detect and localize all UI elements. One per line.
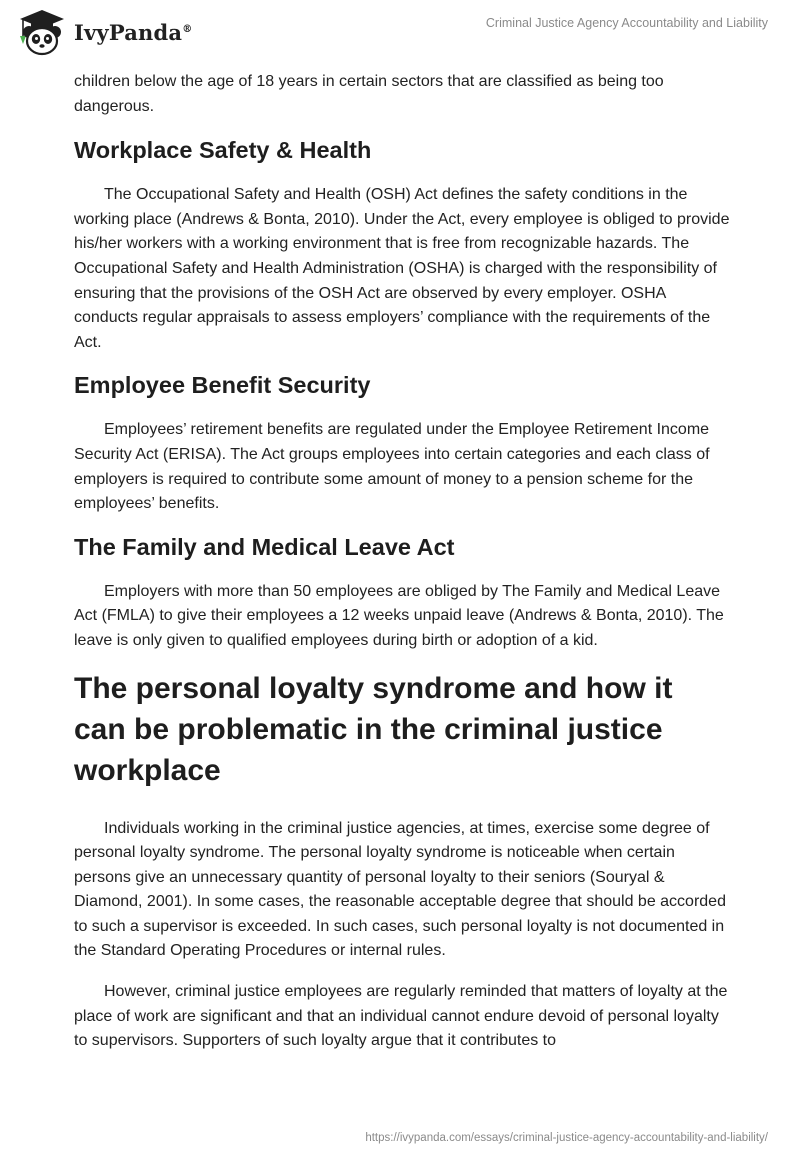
section-paragraph: Employees’ retirement benefits are regulated under the Employee Retirement Income Security Act (ERISA). The Act groups employees into certain categories and each class of employers is required to contribute some amount of money to a pension scheme for the employees’ benefits. bbox=[74, 421, 710, 513]
ivypanda-logo[interactable] bbox=[16, 8, 192, 56]
body-paragraph: However, criminal justice employees are regularly reminded that matters of loyalty at the place of work are significant and that an individual cannot endure devoid of personal loyalty to supervisors. Supporters of such loyalty argue that it contributes to bbox=[74, 983, 728, 1050]
section-heading: The Family and Medical Leave Act bbox=[74, 533, 455, 560]
essay-content bbox=[74, 70, 730, 1054]
source-url[interactable]: https://ivypanda.com/essays/criminal-justice-agency-accountability-and-liability/ bbox=[365, 1132, 768, 1144]
panda-logo-icon bbox=[16, 8, 68, 56]
section-paragraph: The Occupational Safety and Health (OSH) Act defines the safety conditions in the working place (Andrews & Bonta, 2010). Under the Act, every employee is obliged to provide his/her workers with a working environment that is free from recognizable hazards. The Occupational Safety and Health Administration (OSHA) is charged with the responsibility of ensuring that the provisions of the OSH Act are observed by every employer. OSHA conducts regular appraisals to assess employers’ compliance with the requirements of the Act. bbox=[74, 186, 730, 351]
section-paragraph: Employers with more than 50 employees are obliged by The Family and Medical Leave Act (FMLA) to give their employees a 12 weeks unpaid leave (Andrews & Bonta, 2010). The leave is only given to qualified employees during birth or adoption of a kid. bbox=[74, 582, 724, 649]
brand-name: IvyPanda® bbox=[74, 19, 193, 45]
section-heading: Employee Benefit Security bbox=[74, 372, 371, 399]
main-heading: The personal loyalty syndrome and how it can be problematic in the criminal justice workplace bbox=[74, 671, 673, 787]
running-title: Criminal Justice Agency Accountability and Liability bbox=[485, 16, 768, 30]
page-header bbox=[0, 0, 800, 64]
section-heading: Workplace Safety & Health bbox=[74, 137, 372, 164]
intro-text: children below the age of 18 years in certain sectors that are classified as being too dangerous. bbox=[74, 73, 664, 115]
body-paragraph: Individuals working in the criminal justice agencies, at times, exercise some degree of personal loyalty syndrome. The personal loyalty syndrome is noticeable when certain persons give an unnecessary quantity of personal loyalty to their seniors (Souryal & Diamond, 2001). In some cases, the reasonable acceptable degree that should be accorded to such a supervisor is exceeded. In such cases, such personal loyalty is not documented in the Standard Operating Procedures or internal rules. bbox=[74, 819, 726, 960]
